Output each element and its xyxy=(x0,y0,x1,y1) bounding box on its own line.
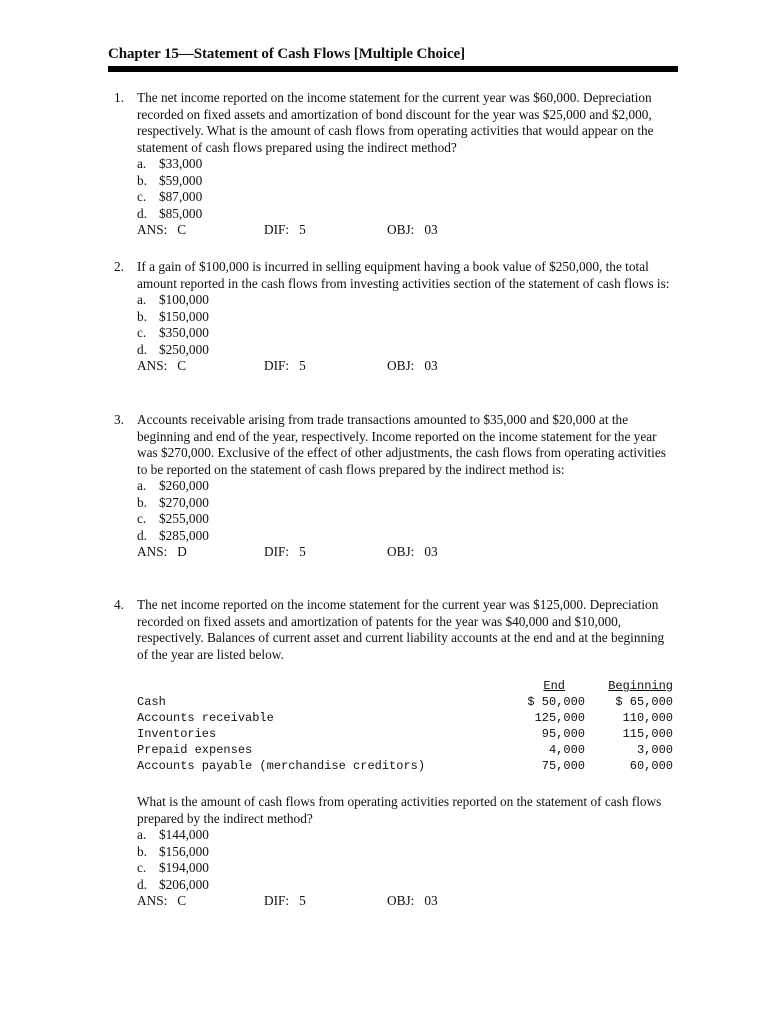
option-a: a. $260,000 xyxy=(137,478,209,493)
question-number: 3. xyxy=(114,412,124,427)
option-c: c. $87,000 xyxy=(137,189,203,204)
question-3 xyxy=(114,412,678,561)
chapter-title: Chapter 15—Statement of Cash Flows [Multiple Choice] xyxy=(108,46,465,62)
answer: ANS: C xyxy=(137,222,187,237)
answer: ANS: D xyxy=(137,544,187,559)
answer-line xyxy=(137,358,678,375)
option-a: a. $100,000 xyxy=(137,292,209,307)
difficulty: DIF: 5 xyxy=(264,358,306,373)
question-4 xyxy=(114,597,678,663)
option-b: b. $150,000 xyxy=(137,308,209,324)
question-4-continued xyxy=(137,794,677,910)
option-d: d. $85,000 xyxy=(137,205,203,221)
answer-line xyxy=(137,544,678,561)
option-a: a. $33,000 xyxy=(137,156,203,171)
option-b: b. $59,000 xyxy=(137,172,203,188)
option-d: d. $206,000 xyxy=(137,876,209,892)
objective: OBJ: 03 xyxy=(387,222,438,237)
table-row: Cash $ 50,000 $ 65,000 xyxy=(137,695,673,709)
question-stem: Accounts receivable arising from trade transactions amounted to $35,000 and $20,000 at the beginning and end of the year, respectively. Income reported on the income statement for the year was $270,000. Exclusive of the effect of other adjustments, the cash flows from operating activities to be reported on the statement of cash flows prepared by the indirect method is: xyxy=(137,412,666,477)
header-rule xyxy=(108,66,678,72)
objective: OBJ: 03 xyxy=(387,893,438,908)
difficulty: DIF: 5 xyxy=(264,222,306,237)
column-header-beginning: Beginning xyxy=(608,679,673,693)
column-header-end: End xyxy=(543,679,565,693)
option-a: a. $144,000 xyxy=(137,827,209,842)
option-b: b. $270,000 xyxy=(137,494,209,510)
question-stem: The net income reported on the income statement for the current year was $60,000. Depreciation recorded on fixed assets and amortization of bond discount for the year was $25,000 and $2,000, respectively. What is the amount of cash flows from operating activities that would appear on the statement of cash flows prepared using the indirect method? xyxy=(137,90,654,155)
difficulty: DIF: 5 xyxy=(264,544,306,559)
question-stem: The net income reported on the income statement for the current year was $125,000. Depreciation recorded on fixed assets and amortization of patents for the year was $40,000 and $10,000, respectively. Balances of current asset and current liability accounts at the end and at the beginning of the year are listed below. xyxy=(137,597,665,662)
table-header xyxy=(137,678,677,694)
option-d: d. $285,000 xyxy=(137,527,209,543)
table-row: Accounts payable (merchandise creditors) 75,000 60,000 xyxy=(137,759,673,773)
question-stem: If a gain of $100,000 is incurred in selling equipment having a book value of $250,000, the total amount reported in the cash flows from investing activities section of the statement of cash flows is: xyxy=(137,259,670,291)
option-c: c. $255,000 xyxy=(137,511,209,526)
answer-line xyxy=(137,893,677,910)
question-number: 1. xyxy=(114,90,124,105)
option-c: c. $350,000 xyxy=(137,325,209,340)
difficulty: DIF: 5 xyxy=(264,893,306,908)
table-row: Prepaid expenses 4,000 3,000 xyxy=(137,743,673,757)
answer: ANS: C xyxy=(137,358,187,373)
option-b: b. $156,000 xyxy=(137,843,209,859)
question-1 xyxy=(114,90,678,239)
objective: OBJ: 03 xyxy=(387,358,438,373)
answer: ANS: C xyxy=(137,893,187,908)
table-row: Inventories 95,000 115,000 xyxy=(137,727,673,741)
question-number: 4. xyxy=(114,597,124,612)
option-d: d. $250,000 xyxy=(137,341,209,357)
table-row: Accounts receivable 125,000 110,000 xyxy=(137,711,673,725)
answer-line xyxy=(137,222,678,239)
option-c: c. $194,000 xyxy=(137,860,209,875)
objective: OBJ: 03 xyxy=(387,544,438,559)
question-number: 2. xyxy=(114,259,124,274)
question-2 xyxy=(114,259,678,375)
question-stem-2: What is the amount of cash flows from operating activities reported on the statement of cash flows prepared by the indirect method? xyxy=(137,794,662,826)
balance-table xyxy=(137,678,677,774)
